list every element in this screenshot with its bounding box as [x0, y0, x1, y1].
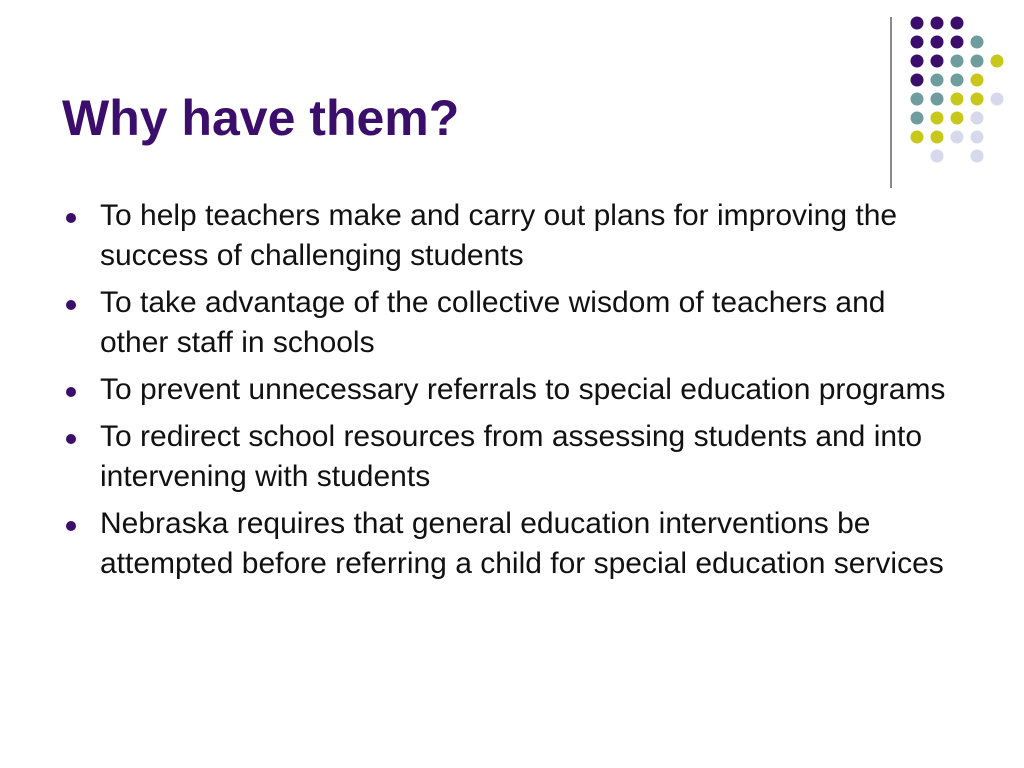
bullet-text: To take advantage of the collective wisdom of teachers and other staff in schools [100, 286, 886, 359]
dot [951, 112, 964, 125]
dot [911, 112, 924, 125]
dot [951, 55, 964, 68]
dot [971, 131, 984, 144]
slide-title: Why have them? [62, 90, 460, 146]
bullet-text: To help teachers make and carry out plans for improving the success of challenging students [100, 199, 898, 272]
dot [971, 36, 984, 49]
dot [911, 131, 924, 144]
dot [931, 17, 944, 30]
bullet-text: Nebraska requires that general education interventions be attempted before referring a child for special education services [100, 507, 944, 580]
dot [931, 112, 944, 125]
bullet-icon [66, 521, 76, 531]
bullet-item [62, 504, 962, 584]
bullet-text: To prevent unnecessary referrals to special education programs [100, 373, 946, 406]
bullet-icon [66, 300, 76, 310]
dot [911, 36, 924, 49]
bullet-item [62, 370, 962, 410]
dot [951, 17, 964, 30]
dot [911, 93, 924, 106]
bullet-item [62, 417, 962, 497]
dot [931, 55, 944, 68]
dot [991, 55, 1004, 68]
dot [971, 150, 984, 163]
dot [911, 17, 924, 30]
bullet-item [62, 196, 962, 276]
dot [971, 55, 984, 68]
dot [971, 74, 984, 87]
bullet-list [62, 196, 962, 591]
bullet-icon [66, 434, 76, 444]
dot [911, 55, 924, 68]
dot [931, 36, 944, 49]
dot [911, 74, 924, 87]
decorative-dot-grid [900, 8, 1010, 168]
dot [931, 74, 944, 87]
vertical-divider [890, 17, 892, 188]
dot [971, 93, 984, 106]
bullet-text: To redirect school resources from assessing students and into intervening with students [100, 420, 923, 493]
dot [951, 93, 964, 106]
dot [951, 131, 964, 144]
dot [931, 93, 944, 106]
dot [931, 131, 944, 144]
bullet-icon [66, 387, 76, 397]
dot [951, 36, 964, 49]
dot [971, 112, 984, 125]
bullet-item [62, 283, 962, 363]
bullet-icon [66, 213, 76, 223]
dot [931, 150, 944, 163]
dot [991, 93, 1004, 106]
dot [951, 74, 964, 87]
